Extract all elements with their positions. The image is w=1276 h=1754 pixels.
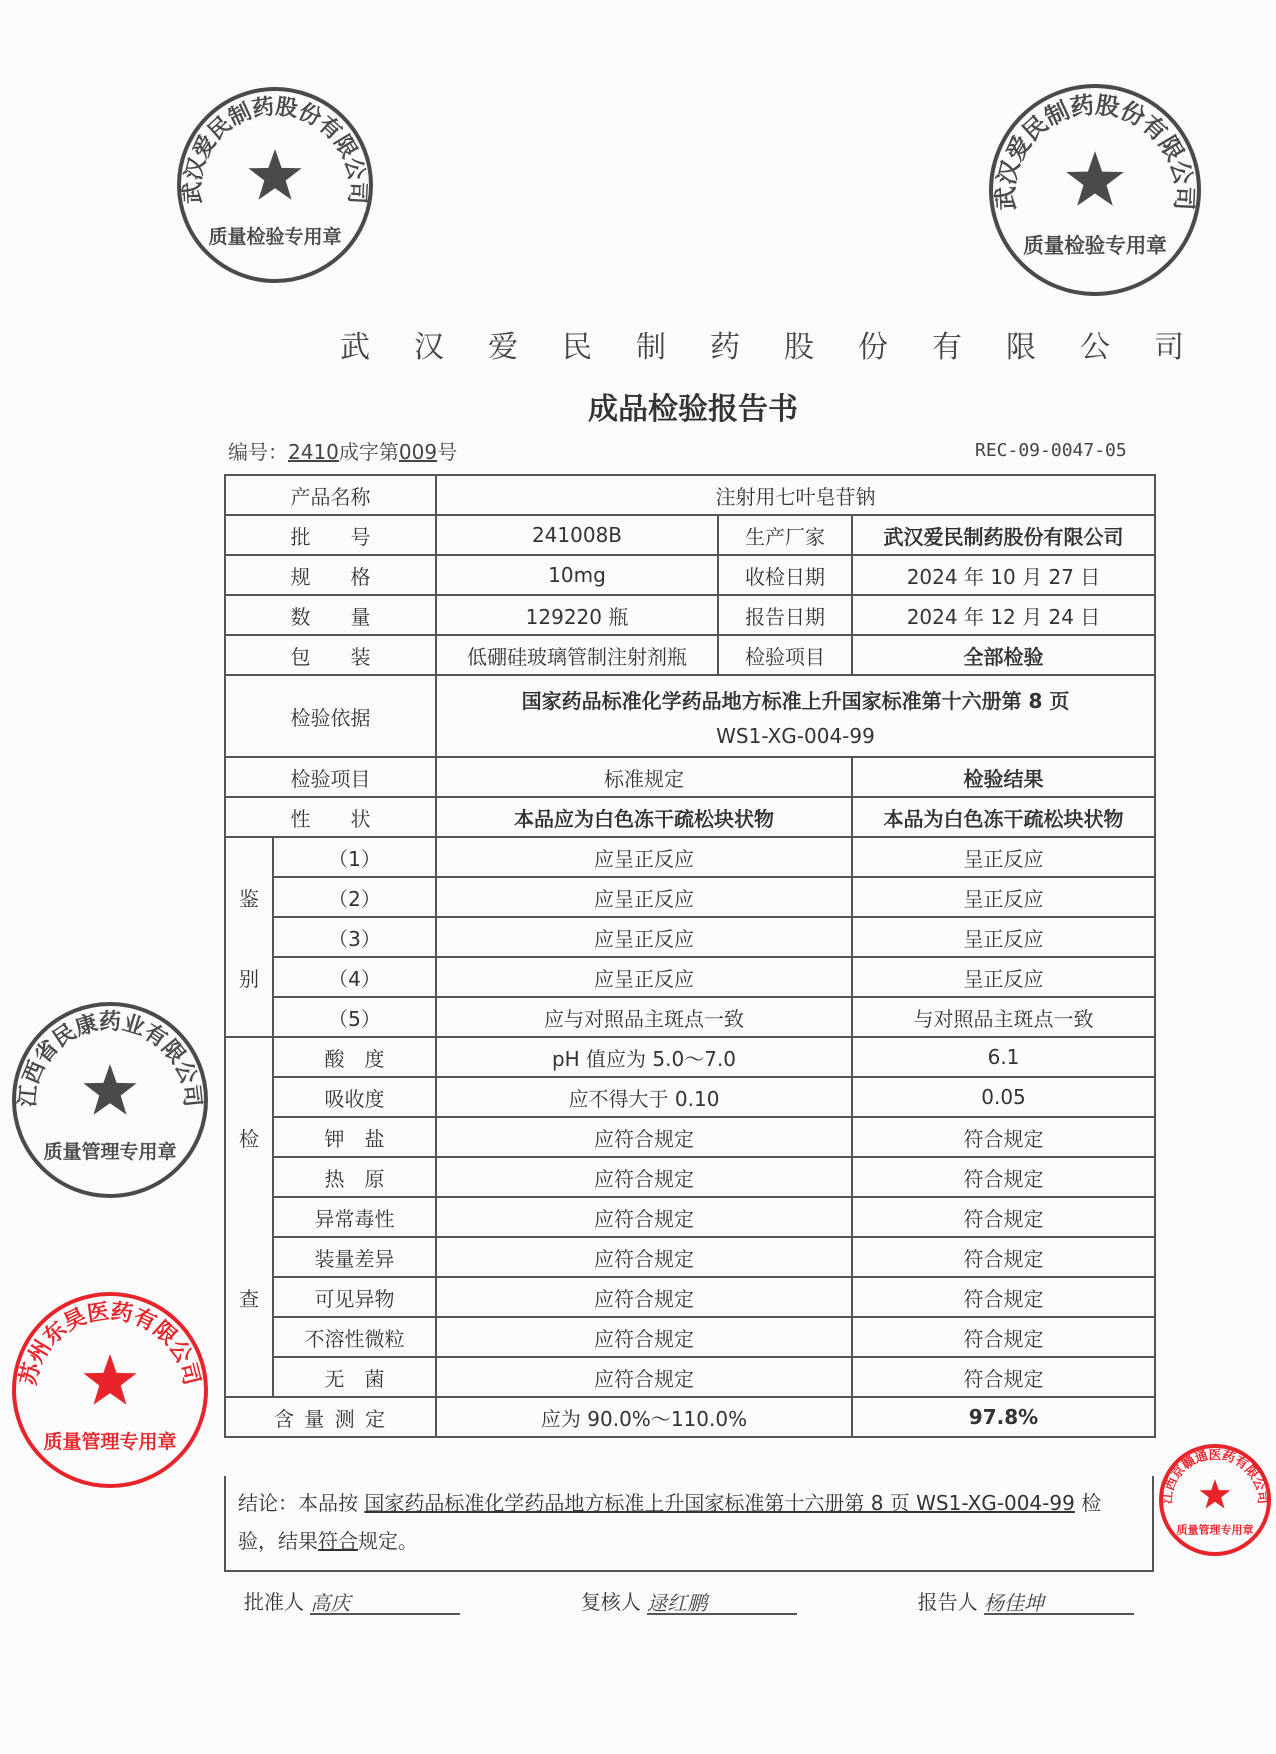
test-standard: 应呈正反应 — [436, 917, 852, 957]
stamp-bottom-right — [1157, 1442, 1273, 1562]
test-item: （5） — [273, 997, 436, 1037]
package: 低硼硅玻璃管制注射剂瓶 — [436, 635, 718, 675]
test-item: 酸 度 — [273, 1037, 436, 1077]
appearance-item: 性 状 — [225, 797, 436, 837]
conclusion-text: 检验，结果 — [238, 1491, 1102, 1553]
spec-label: 规 格 — [225, 555, 436, 595]
inspection-table — [224, 474, 1156, 1438]
table-row — [225, 475, 1155, 515]
batch-label: 批 号 — [225, 515, 436, 555]
test-result: 呈正反应 — [852, 877, 1155, 917]
test-item: （2） — [273, 877, 436, 917]
test-item: 钾 盐 — [273, 1117, 436, 1157]
header-item: 检验项目 — [225, 757, 436, 797]
conclusion-standard: 国家药品标准化学药品地方标准上升国家标准第十六册第 8 页 WS1-XG-004-99 — [364, 1491, 1075, 1515]
table-row — [225, 635, 1155, 675]
table-row — [225, 1117, 1155, 1157]
stamp-outer-text: 江西省民康药业有限公司 — [15, 1010, 205, 1109]
test-result: 呈正反应 — [852, 957, 1155, 997]
test-standard: 应符合规定 — [436, 1237, 852, 1277]
spec: 10mg — [436, 555, 718, 595]
appearance-result: 本品为白色冻干疏松块状物 — [852, 797, 1155, 837]
test-item: （1） — [273, 837, 436, 877]
table-row — [225, 957, 1155, 997]
package-label: 包 装 — [225, 635, 436, 675]
conclusion-prefix: 本品按 — [298, 1491, 358, 1515]
table-header-row — [225, 757, 1155, 797]
inspection-item: 全部检验 — [852, 635, 1155, 675]
test-item: （3） — [273, 917, 436, 957]
test-result: 符合规定 — [852, 1277, 1155, 1317]
test-item: 异常毒性 — [273, 1197, 436, 1237]
test-item: 吸收度 — [273, 1077, 436, 1117]
table-row — [225, 997, 1155, 1037]
maker-label: 生产厂家 — [718, 515, 852, 555]
header-result: 检验结果 — [852, 757, 1155, 797]
test-standard: 应呈正反应 — [436, 837, 852, 877]
tests-group-label — [225, 1037, 273, 1397]
test-result: 符合规定 — [852, 1317, 1155, 1357]
test-item: 热 原 — [273, 1157, 436, 1197]
table-row — [225, 1077, 1155, 1117]
company-name: 武汉爱民制药股份有限公司 — [340, 330, 1228, 365]
conclusion-verdict: 符合 — [318, 1529, 358, 1553]
reporter-name: 杨佳坤 — [984, 1587, 1134, 1615]
test-standard: pH 值应为 5.0～7.0 — [436, 1037, 852, 1077]
reviewer-name: 逯红鹏 — [647, 1587, 797, 1615]
table-row — [225, 877, 1155, 917]
star-icon — [248, 149, 301, 200]
stamp-top-left — [175, 85, 375, 289]
test-result: 呈正反应 — [852, 837, 1155, 877]
test-result: 符合规定 — [852, 1117, 1155, 1157]
stamp-inner-text: 质量管理专用章 — [43, 1431, 177, 1453]
test-standard: 应呈正反应 — [436, 957, 852, 997]
header-standard: 标准规定 — [436, 757, 852, 797]
test-standard: 应符合规定 — [436, 1117, 852, 1157]
test-item: （4） — [273, 957, 436, 997]
test-item: 无 菌 — [273, 1357, 436, 1397]
document-number — [228, 436, 457, 465]
stamp-outer-text: 武汉爱民制药股份有限公司 — [991, 90, 1199, 211]
table-row — [225, 1277, 1155, 1317]
table-row — [225, 1357, 1155, 1397]
reporter-label: 报告人 — [917, 1590, 978, 1614]
stamp-top-right — [987, 82, 1203, 302]
stamp-outer-text: 武汉爱民制药股份有限公司 — [180, 94, 370, 205]
received-date: 2024 年 10 月 27 日 — [852, 555, 1155, 595]
stamp-bottom-left — [10, 1290, 210, 1494]
test-result: 6.1 — [852, 1037, 1155, 1077]
appearance-standard: 本品应为白色冻干疏松块状物 — [436, 797, 852, 837]
doc-no-year: 2410 — [288, 440, 339, 464]
report-date: 2024 年 12 月 24 日 — [852, 595, 1155, 635]
table-row — [225, 555, 1155, 595]
test-standard: 应符合规定 — [436, 1277, 852, 1317]
table-row — [225, 1237, 1155, 1277]
table-row — [225, 515, 1155, 555]
test-standard: 应符合规定 — [436, 1197, 852, 1237]
table-row — [225, 1037, 1155, 1077]
table-row — [225, 595, 1155, 635]
test-result: 符合规定 — [852, 1197, 1155, 1237]
test-standard: 应符合规定 — [436, 1317, 852, 1357]
stamp-outer-text: 苏州东昊医药有限公司 — [16, 1299, 204, 1388]
conclusion-end: 规定。 — [358, 1529, 418, 1553]
doc-no-label: 编号： — [228, 440, 288, 464]
basis-line1: 国家药品标准化学药品地方标准上升国家标准第十六册第 8 页 — [521, 688, 1070, 713]
report-footer — [224, 1476, 1154, 1615]
group-label-top: 鉴 — [239, 886, 259, 911]
received-label: 收检日期 — [718, 555, 852, 595]
qty-label: 数 量 — [225, 595, 436, 635]
table-row — [225, 1157, 1155, 1197]
group-label-top: 检 — [239, 1126, 259, 1151]
test-standard: 应符合规定 — [436, 1357, 852, 1397]
table-row — [225, 837, 1155, 877]
conclusion — [224, 1476, 1154, 1572]
table-row — [225, 1397, 1155, 1437]
report-title: 成品检验报告书 — [588, 392, 798, 427]
approver-name: 高庆 — [310, 1587, 460, 1615]
reviewer-label: 复核人 — [580, 1590, 641, 1614]
test-standard: 应呈正反应 — [436, 877, 852, 917]
basis — [436, 675, 1155, 757]
star-icon — [83, 1064, 136, 1115]
doc-no-num: 009 — [398, 440, 438, 464]
doc-no-suffix: 号 — [437, 440, 458, 464]
maker: 武汉爱民制药股份有限公司 — [852, 515, 1155, 555]
test-standard: 应符合规定 — [436, 1157, 852, 1197]
stamp-inner-text: 质量管理专用章 — [1176, 1523, 1254, 1537]
assay-item: 含 量 测 定 — [225, 1397, 436, 1437]
test-item: 可见异物 — [273, 1277, 436, 1317]
star-icon — [83, 1354, 136, 1405]
batch: 241008B — [436, 515, 718, 555]
stamp-inner-text: 质量管理专用章 — [43, 1141, 177, 1163]
test-standard: 应与对照品主斑点一致 — [436, 997, 852, 1037]
test-result: 符合规定 — [852, 1357, 1155, 1397]
star-icon — [1066, 151, 1124, 206]
product-name-label: 产品名称 — [225, 475, 436, 515]
test-result: 呈正反应 — [852, 917, 1155, 957]
basis-line2: WS1-XG-004-99 — [716, 723, 875, 748]
conclusion-label: 结论： — [238, 1491, 298, 1515]
table-row — [225, 675, 1155, 757]
stamp-inner-text: 质量检验专用章 — [1023, 233, 1167, 258]
test-item: 装量差异 — [273, 1237, 436, 1277]
record-number: REC-09-0047-05 — [975, 440, 1127, 461]
identification-group-label — [225, 837, 273, 1037]
signature-row — [224, 1586, 1154, 1615]
stamp-outer-text: 江西京赣通医药有限公司 — [1160, 1447, 1270, 1505]
qty: 129220 瓶 — [436, 595, 718, 635]
reporter-signature — [918, 1586, 1134, 1615]
test-item: 不溶性微粒 — [273, 1317, 436, 1357]
group-label-bottom: 查 — [239, 1286, 259, 1311]
stamp-middle — [10, 1000, 210, 1204]
table-row — [225, 1197, 1155, 1237]
approver-label: 批准人 — [244, 1590, 304, 1614]
star-icon — [1200, 1479, 1231, 1508]
stamp-inner-text: 质量检验专用章 — [208, 226, 342, 248]
table-row — [225, 797, 1155, 837]
test-standard: 应不得大于 0.10 — [436, 1077, 852, 1117]
reviewer-signature — [581, 1586, 797, 1615]
approver-signature — [244, 1586, 460, 1615]
report-date-label: 报告日期 — [718, 595, 852, 635]
table-row — [225, 1317, 1155, 1357]
table-row — [225, 917, 1155, 957]
assay-result: 97.8% — [852, 1397, 1155, 1437]
test-result: 符合规定 — [852, 1157, 1155, 1197]
assay-standard: 应为 90.0%～110.0% — [436, 1397, 852, 1437]
item-label: 检验项目 — [718, 635, 852, 675]
doc-no-mid: 成字第 — [338, 440, 399, 464]
group-label-bottom: 别 — [239, 966, 259, 991]
test-result: 与对照品主斑点一致 — [852, 997, 1155, 1037]
test-result: 符合规定 — [852, 1237, 1155, 1277]
test-result: 0.05 — [852, 1077, 1155, 1117]
basis-label: 检验依据 — [225, 675, 436, 757]
product-name: 注射用七叶皂苷钠 — [436, 475, 1155, 515]
